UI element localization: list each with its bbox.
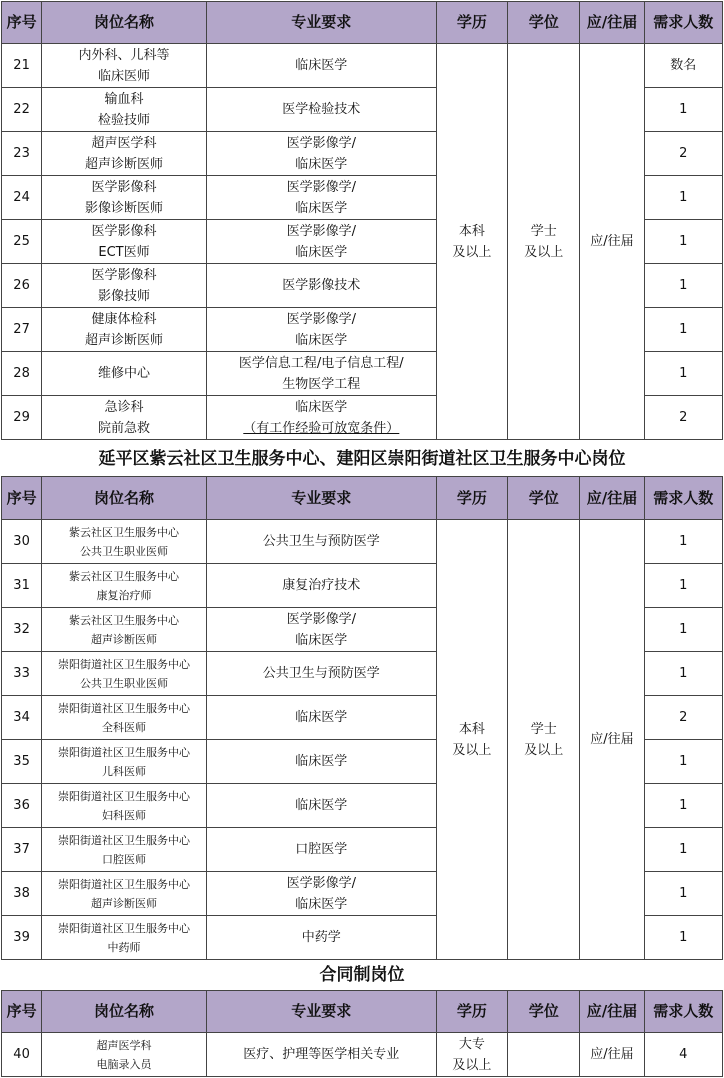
row-position — [42, 220, 207, 264]
row-count: 1 — [644, 220, 722, 264]
row-graduate-status: 应/往届 — [580, 1033, 644, 1077]
row-degree — [508, 520, 580, 960]
row-position — [42, 564, 207, 608]
position-line-1: 崇阳街道社区卫生服务中心 — [57, 833, 190, 847]
row-position — [42, 264, 207, 308]
row-education — [436, 44, 507, 440]
row-major — [206, 520, 436, 564]
row-major — [206, 176, 436, 220]
row-position — [42, 696, 207, 740]
header-degree: 学位 — [508, 477, 580, 520]
table-header-row — [2, 477, 723, 520]
position-line-1: 紫云社区卫生服务中心 — [68, 613, 179, 627]
row-count: 1 — [644, 264, 722, 308]
education-line-1: 本科 — [458, 223, 485, 239]
row-count: 1 — [644, 176, 722, 220]
position-line-1: 急诊科 — [104, 399, 144, 415]
header-position: 岗位名称 — [42, 2, 207, 44]
row-no: 37 — [2, 828, 42, 872]
position-line-2: 检验技师 — [97, 112, 150, 128]
major-line-2: 临床医学 — [295, 244, 348, 260]
position-line-1: 崇阳街道社区卫生服务中心 — [57, 789, 190, 803]
row-count: 1 — [644, 916, 722, 960]
position-line-1: 健康体检科 — [91, 311, 157, 327]
position-line-2: 影像诊断医师 — [84, 200, 163, 216]
header-degree: 学位 — [508, 991, 580, 1033]
row-graduate-status: 应/往届 — [580, 520, 644, 960]
position-line-1: 医学影像科 — [91, 223, 157, 239]
row-count: 2 — [644, 132, 722, 176]
degree-line-2: 及以上 — [524, 244, 564, 260]
major-line-2: 临床医学 — [295, 200, 348, 216]
position-line-2: 儿科医师 — [101, 764, 146, 778]
header-graduate-status: 应/往届 — [580, 477, 644, 520]
row-major — [206, 916, 436, 960]
row-no: 27 — [2, 308, 42, 352]
row-no: 28 — [2, 352, 42, 396]
row-position — [42, 784, 207, 828]
row-major — [206, 784, 436, 828]
header-no: 序号 — [2, 2, 42, 44]
row-education — [436, 520, 507, 960]
row-position — [42, 352, 207, 396]
row-major: 医疗、护理等医学相关专业 — [206, 1033, 436, 1077]
header-count: 需求人数 — [644, 2, 722, 44]
position-line-2: 超声诊断医师 — [90, 896, 157, 910]
row-count: 1 — [644, 352, 722, 396]
header-no: 序号 — [2, 991, 42, 1033]
header-graduate-status: 应/往届 — [580, 991, 644, 1033]
table-header-row — [2, 991, 723, 1033]
row-count: 2 — [644, 396, 722, 440]
section-title-contract: 合同制岗位 — [0, 960, 724, 990]
major-line-1: 医学检验技术 — [282, 102, 361, 117]
major-line-1: 医学影像学/ — [286, 875, 356, 891]
row-position — [42, 740, 207, 784]
row-major — [206, 88, 436, 132]
row-no: 29 — [2, 396, 42, 440]
row-major — [206, 264, 436, 308]
row-no: 30 — [2, 520, 42, 564]
position-line-1: 输血科 — [104, 91, 144, 107]
position-line-2: 超声诊断医师 — [90, 632, 157, 646]
row-degree — [508, 1033, 580, 1077]
positions-table-3 — [1, 990, 723, 1077]
row-no: 31 — [2, 564, 42, 608]
row-no: 23 — [2, 132, 42, 176]
major-line-1: 临床医学 — [295, 754, 348, 769]
positions-table-2 — [1, 476, 723, 960]
education-line-2: 及以上 — [452, 1057, 492, 1073]
row-count: 1 — [644, 88, 722, 132]
major-line-1: 临床医学 — [295, 798, 348, 813]
degree-line-2: 及以上 — [524, 742, 564, 758]
row-count: 1 — [644, 740, 722, 784]
row-position — [42, 652, 207, 696]
major-line-1: 口腔医学 — [295, 842, 348, 857]
table-row — [2, 44, 723, 88]
row-major — [206, 740, 436, 784]
header-education: 学历 — [436, 477, 507, 520]
header-education: 学历 — [436, 991, 507, 1033]
row-major — [206, 352, 436, 396]
row-education — [436, 1033, 507, 1077]
major-line-2: （有工作经验可放宽条件） — [243, 420, 400, 436]
header-major: 专业要求 — [206, 991, 436, 1033]
row-position — [42, 1033, 207, 1077]
major-line-1: 公共卫生与预防医学 — [262, 666, 380, 681]
position-line-1: 医学影像科 — [91, 179, 157, 195]
row-position — [42, 520, 207, 564]
education-line-1: 大专 — [458, 1036, 485, 1052]
degree-line-1: 学士 — [530, 223, 557, 239]
row-no: 22 — [2, 88, 42, 132]
row-no: 24 — [2, 176, 42, 220]
row-major — [206, 828, 436, 872]
row-major — [206, 696, 436, 740]
row-position — [42, 608, 207, 652]
row-count: 4 — [644, 1033, 722, 1077]
header-education: 学历 — [436, 2, 507, 44]
major-line-1: 医学影像技术 — [282, 278, 361, 293]
row-no: 25 — [2, 220, 42, 264]
table-row — [2, 520, 723, 564]
row-major — [206, 564, 436, 608]
header-graduate-status: 应/往届 — [580, 2, 644, 44]
row-no: 32 — [2, 608, 42, 652]
header-count: 需求人数 — [644, 991, 722, 1033]
header-no: 序号 — [2, 477, 42, 520]
major-line-1: 临床医学 — [295, 399, 348, 415]
position-line-1: 超声医学科 — [91, 135, 157, 151]
row-no: 34 — [2, 696, 42, 740]
position-line-2: 妇科医师 — [101, 808, 146, 822]
row-position — [42, 916, 207, 960]
header-count: 需求人数 — [644, 477, 722, 520]
row-no: 36 — [2, 784, 42, 828]
row-no: 33 — [2, 652, 42, 696]
position-line-2: 中药师 — [107, 940, 141, 954]
row-position — [42, 396, 207, 440]
row-position — [42, 872, 207, 916]
major-line-1: 临床医学 — [295, 710, 348, 725]
major-line-1: 医学影像学/ — [286, 223, 356, 239]
row-position — [42, 88, 207, 132]
position-line-1: 内外科、儿科等 — [78, 47, 170, 63]
education-line-2: 及以上 — [452, 742, 492, 758]
row-count: 1 — [644, 828, 722, 872]
major-line-1: 医学影像学/ — [286, 179, 356, 195]
position-line-2: 超声诊断医师 — [84, 332, 163, 348]
position-line-2: 超声诊断医师 — [84, 156, 163, 172]
major-line-2: 临床医学 — [295, 332, 348, 348]
position-line-2: 公共卫生职业医师 — [79, 544, 168, 558]
row-major — [206, 132, 436, 176]
position-line-2: 口腔医师 — [101, 852, 146, 866]
table-header-row — [2, 2, 723, 44]
position-line-2: 电脑录入员 — [96, 1057, 152, 1071]
table-row — [2, 1033, 723, 1077]
major-line-2: 临床医学 — [295, 896, 348, 912]
major-line-1: 医学影像学/ — [286, 611, 356, 627]
row-position — [42, 828, 207, 872]
position-line-2: 影像技师 — [97, 288, 150, 304]
row-no: 21 — [2, 44, 42, 88]
major-line-1: 临床医学 — [295, 58, 348, 73]
position-line-1: 医学影像科 — [91, 267, 157, 283]
row-count: 1 — [644, 308, 722, 352]
row-count: 1 — [644, 872, 722, 916]
row-count: 2 — [644, 696, 722, 740]
header-position: 岗位名称 — [42, 991, 207, 1033]
header-degree: 学位 — [508, 2, 580, 44]
row-no: 39 — [2, 916, 42, 960]
row-no: 40 — [2, 1033, 42, 1077]
position-line-1: 超声医学科 — [96, 1038, 152, 1052]
row-major — [206, 396, 436, 440]
header-major: 专业要求 — [206, 477, 436, 520]
position-line-1: 崇阳街道社区卫生服务中心 — [57, 657, 190, 671]
major-line-1: 康复治疗技术 — [282, 578, 361, 593]
row-major — [206, 608, 436, 652]
row-no: 38 — [2, 872, 42, 916]
positions-table-1 — [1, 1, 723, 440]
major-line-1: 医学影像学/ — [286, 311, 356, 327]
row-position — [42, 132, 207, 176]
major-line-1: 医学信息工程/电子信息工程/ — [238, 355, 404, 371]
major-line-2: 临床医学 — [295, 632, 348, 648]
row-position — [42, 308, 207, 352]
row-count: 1 — [644, 784, 722, 828]
header-position: 岗位名称 — [42, 477, 207, 520]
row-count: 1 — [644, 652, 722, 696]
position-line-1: 崇阳街道社区卫生服务中心 — [57, 745, 190, 759]
header-major: 专业要求 — [206, 2, 436, 44]
row-count: 1 — [644, 608, 722, 652]
position-line-2: 公共卫生职业医师 — [79, 676, 168, 690]
position-line-1: 紫云社区卫生服务中心 — [68, 569, 179, 583]
position-line-2: 全科医师 — [101, 720, 146, 734]
position-line-1: 崇阳街道社区卫生服务中心 — [57, 877, 190, 891]
row-position — [42, 176, 207, 220]
education-line-2: 及以上 — [452, 244, 492, 260]
position-line-1: 崇阳街道社区卫生服务中心 — [57, 701, 190, 715]
section-title-community: 延平区紫云社区卫生服务中心、建阳区崇阳街道社区卫生服务中心岗位 — [0, 443, 724, 475]
row-count: 数名 — [644, 44, 722, 88]
row-degree — [508, 44, 580, 440]
position-line-1: 崇阳街道社区卫生服务中心 — [57, 921, 190, 935]
position-line-2: ECT医师 — [98, 244, 150, 260]
position-line-2: 康复治疗师 — [96, 588, 152, 602]
row-major — [206, 308, 436, 352]
row-no: 26 — [2, 264, 42, 308]
position-line-1: 维修中心 — [97, 366, 150, 381]
major-line-1: 中药学 — [301, 930, 341, 945]
education-line-1: 本科 — [458, 721, 485, 737]
major-line-1: 公共卫生与预防医学 — [262, 534, 380, 549]
position-line-2: 临床医师 — [97, 68, 150, 84]
position-line-1: 紫云社区卫生服务中心 — [68, 525, 179, 539]
major-line-2: 生物医学工程 — [282, 376, 361, 392]
row-major — [206, 44, 436, 88]
row-graduate-status: 应/往届 — [580, 44, 644, 440]
major-line-1: 医学影像学/ — [286, 135, 356, 151]
row-no: 35 — [2, 740, 42, 784]
row-major — [206, 220, 436, 264]
row-count: 1 — [644, 564, 722, 608]
major-line-2: 临床医学 — [295, 156, 348, 172]
degree-line-1: 学士 — [530, 721, 557, 737]
row-major — [206, 872, 436, 916]
row-major — [206, 652, 436, 696]
position-line-2: 院前急救 — [97, 420, 150, 436]
row-position — [42, 44, 207, 88]
row-count: 1 — [644, 520, 722, 564]
